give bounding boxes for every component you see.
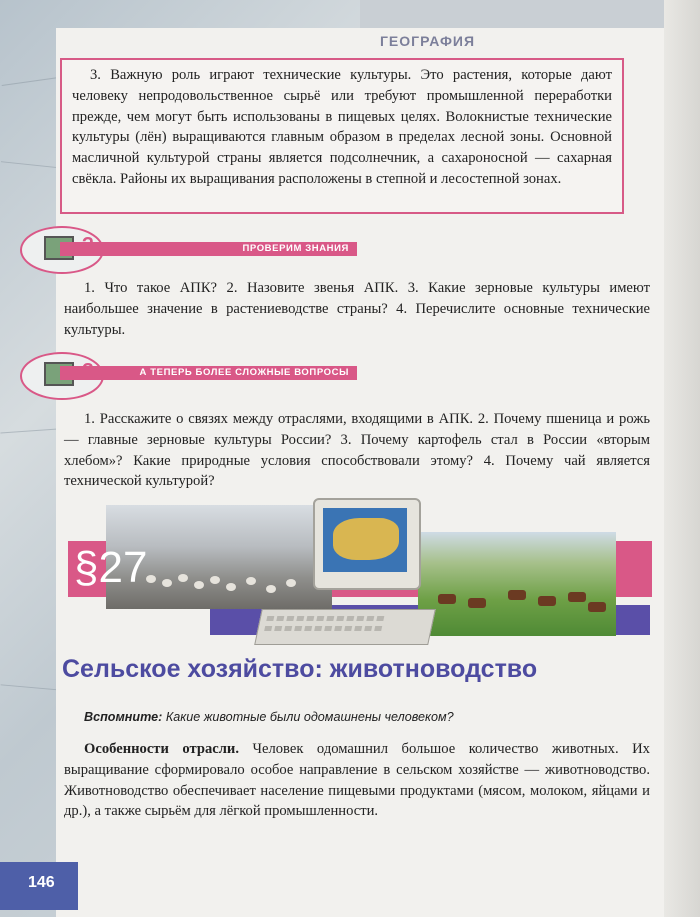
harder-questions-text: 1. Расскажите о связях между отраслями, входящими в АПК. 2. Почему пшеница и рожь — главные зерновые культуры России? 3. Почему картофель стал в России «вторым хлебом»? Какие природные условия способствовали этому? 4. Почему чай является технической культурой? bbox=[64, 411, 650, 490]
check-knowledge-questions: 1. Что такое АПК? 2. Назовите звенья АПК. 3. Какие зерновые культуры имеют наибольшее значение в растениеводстве страны? 4. Перечислите основные технические культуры. bbox=[64, 280, 650, 338]
harder-questions-heading: А ТЕПЕРЬ БОЛЕЕ СЛОЖНЫЕ ВОПРОСЫ bbox=[60, 366, 357, 380]
recall-prompt bbox=[84, 710, 454, 724]
body-paragraph bbox=[64, 739, 650, 822]
box-paragraph: 3. Важную роль играют технические культуры. Это растения, которые дают человеку непродовольственное сырьё или требуют промышленной переработки прежде, чем могут быть использованы в пищевых целях. Волокнистые технические культуры (лён) выращиваются главным образом в пределах лесной зоны. Основной масличной культурой страны является подсолнечник, а сахароносной — сахарная свёкла. Районы их выращивания расположены в степной и лесостепной зонах. bbox=[72, 67, 612, 187]
body-lead: Особенности отрасли. bbox=[84, 741, 239, 757]
chapter-title: Сельское хозяйство: животноводство bbox=[62, 655, 538, 683]
page-edge bbox=[664, 0, 700, 917]
page-number: 146 bbox=[28, 874, 55, 891]
recall-label: Вспомните: bbox=[84, 710, 163, 724]
check-knowledge-heading: ПРОВЕРИМ ЗНАНИЯ bbox=[60, 242, 357, 256]
keyboard-image bbox=[254, 609, 436, 645]
cattle-photo bbox=[418, 532, 616, 636]
recall-question: Какие животные были одомашнены человеком? bbox=[162, 710, 454, 724]
running-head: ГЕОГРАФИЯ bbox=[380, 33, 476, 49]
body-text: Человек одомашнил большое количество животных. Их выращивание сформировало особое направление в сельском хозяйстве — животноводство. Животноводство обеспечивает население пищевыми продуктами (мясом, молоком, яйцами и др.), а также сырьём для лёгкой промышленности. bbox=[64, 741, 650, 820]
computer-monitor-image bbox=[313, 498, 421, 590]
highlighted-box bbox=[60, 58, 624, 214]
section-number: §27 bbox=[74, 543, 148, 592]
